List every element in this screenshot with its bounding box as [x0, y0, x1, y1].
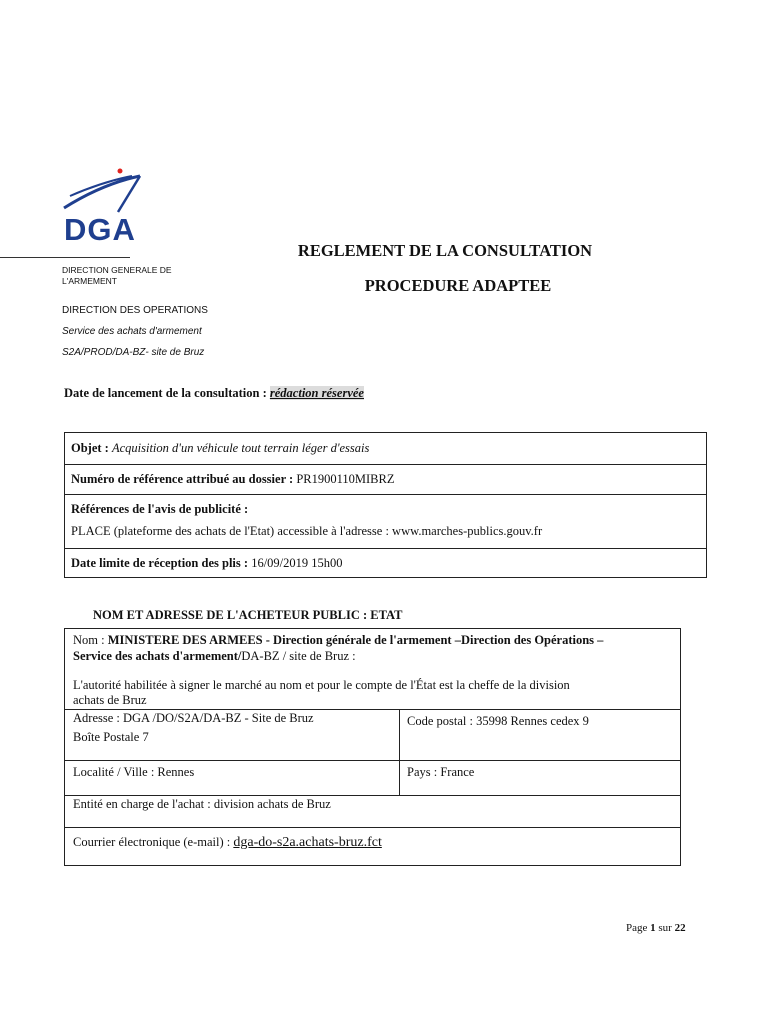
- objet-label: Objet :: [71, 441, 109, 455]
- email-link[interactable]: dga-do-s2a.achats-bruz.fct: [233, 835, 382, 850]
- buyer-divider-3: [65, 795, 680, 796]
- page-subtitle: PROCEDURE ADAPTEE: [364, 276, 552, 295]
- postal-code: Code postal : 35998 Rennes cedex 9: [407, 714, 589, 728]
- authority-line-1: L'autorité habilitée à signer le marché au nom et pour le compte de l'État est la cheffe de la division: [73, 678, 570, 692]
- nom-rest: DA-BZ / site de Bruz :: [241, 649, 356, 663]
- launch-date: [64, 386, 364, 401]
- info-divider-1: [65, 464, 706, 465]
- launch-value: rédaction réservée: [269, 386, 364, 400]
- launch-label: Date de lancement de la consultation :: [64, 386, 267, 400]
- page-current: 1: [650, 922, 656, 934]
- deadline-label: Date limite de réception des plis :: [71, 556, 249, 570]
- org-line-1: DIRECTION GENERALE DE: [62, 265, 172, 275]
- pub-label-row: [71, 502, 248, 517]
- pub-label: Références de l'avis de publicité :: [71, 502, 249, 516]
- nom-bold-1: MINISTERE DES ARMEES - Direction générale de l'armement –Direction des Opérations –: [107, 633, 604, 647]
- email-label: Courrier électronique (e-mail) :: [73, 835, 231, 849]
- address: Adresse : DGA /DO/S2A/DA-BZ - Site de Bruz: [73, 711, 314, 725]
- org-site: S2A/PROD/DA-BZ- site de Bruz: [62, 347, 205, 358]
- page-total: 22: [674, 922, 686, 934]
- email-row: [73, 835, 382, 851]
- info-divider-2: [65, 494, 706, 495]
- logo-divider: [0, 257, 130, 258]
- ref-label: Numéro de référence attribué au dossier :: [71, 472, 294, 486]
- info-divider-3: [65, 548, 706, 549]
- ref-value: PR1900110MIBRZ: [296, 472, 395, 486]
- authority-line-2: achats de Bruz: [73, 693, 147, 707]
- page-title: REGLEMENT DE LA CONSULTATION: [297, 241, 593, 260]
- objet-row: [71, 441, 369, 456]
- buyer-vsplit: [399, 709, 400, 795]
- buyer-divider-1: [65, 709, 680, 710]
- org-service: Service des achats d'armement: [62, 326, 202, 337]
- nom-bold-2: Service des achats d'armement/: [73, 649, 242, 663]
- pub-value: PLACE (plateforme des achats de l'Etat) accessible à l'adresse : www.marches-publics.gouv.fr: [71, 524, 543, 538]
- entity: Entité en charge de l'achat : division achats de Bruz: [73, 797, 331, 811]
- page-number: [626, 922, 686, 934]
- buyer-divider-4: [65, 827, 680, 828]
- buyer-nom: [73, 632, 683, 664]
- dga-logo: [62, 166, 152, 246]
- page-label: Page: [626, 922, 648, 934]
- objet-value: Acquisition d'un véhicule tout terrain léger d'essais: [111, 441, 370, 455]
- country: Pays : France: [407, 765, 475, 779]
- org-direction: DIRECTION DES OPERATIONS: [62, 305, 208, 316]
- city: Localité / Ville : Rennes: [73, 765, 195, 779]
- nom-label: Nom :: [73, 633, 105, 647]
- buyer-divider-2: [65, 760, 680, 761]
- ref-row: [71, 472, 394, 487]
- info-box: [64, 432, 707, 578]
- buyer-heading: NOM ET ADRESSE DE L'ACHETEUR PUBLIC : ETAT: [93, 608, 403, 622]
- po-box: Boîte Postale 7: [73, 730, 149, 744]
- logo-text: DGA: [64, 212, 136, 247]
- org-line-2: L'ARMEMENT: [62, 276, 117, 286]
- dga-swoosh-icon: [62, 166, 152, 216]
- page-of-label: sur: [658, 922, 672, 934]
- deadline-row: [71, 556, 343, 571]
- buyer-box: [64, 628, 681, 866]
- deadline-value: 16/09/2019 15h00: [251, 556, 343, 570]
